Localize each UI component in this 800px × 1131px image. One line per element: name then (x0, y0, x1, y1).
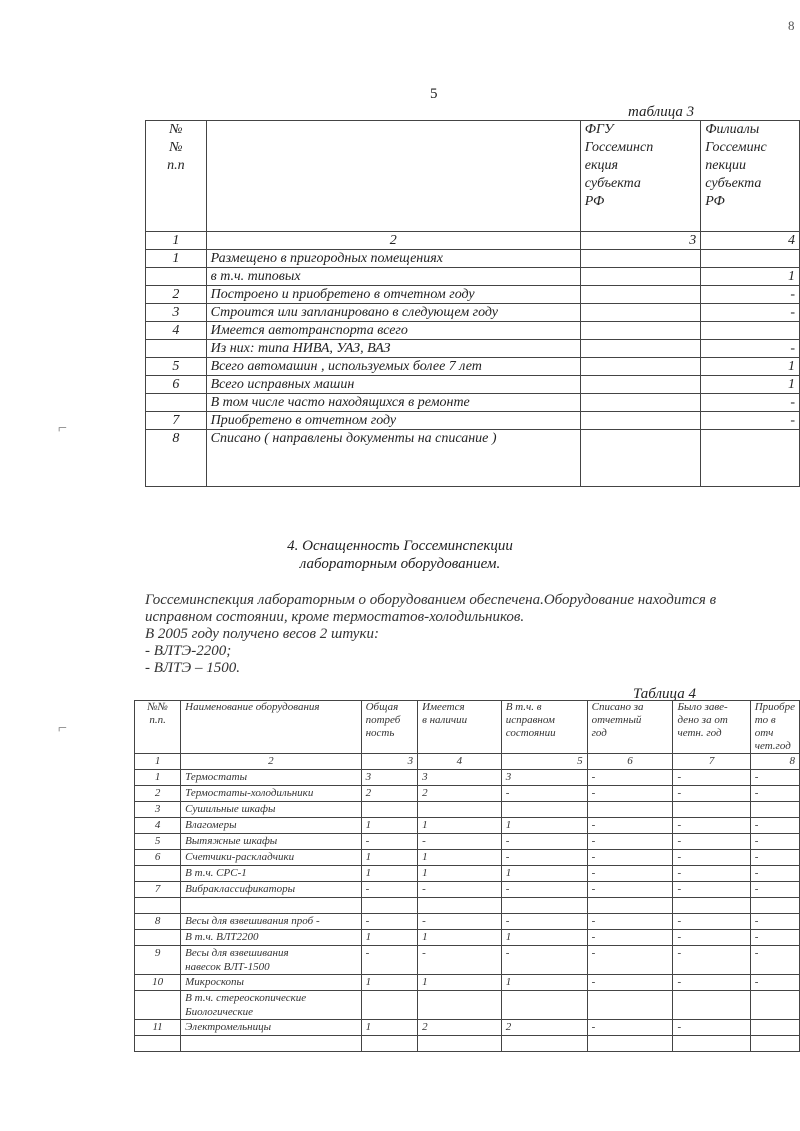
table4-cell: - (587, 914, 673, 930)
table4-cell: 8 (135, 914, 181, 930)
table3-cell (580, 322, 701, 340)
table4-cell: 2 (418, 1020, 502, 1036)
table4-cell (587, 802, 673, 818)
table4-colnum: 4 (418, 754, 502, 770)
table4-cell: - (361, 946, 417, 975)
table3-cell (580, 250, 701, 268)
table4-cell: - (418, 946, 502, 975)
table4-cell: Вытяжные шкафы (181, 834, 361, 850)
table4-cell: В т.ч. ВЛТ2200 (181, 930, 361, 946)
table4-cell: Весы для взвешивания проб - (181, 914, 361, 930)
table3-cell: Строится или запланировано в следующем году (206, 304, 580, 322)
table3-cell (146, 394, 207, 412)
table3-row (146, 322, 800, 340)
table4-cell: - (587, 975, 673, 991)
table4-row (135, 770, 800, 786)
table4-cell (135, 991, 181, 1020)
table4-caption: Таблица 4 (633, 686, 696, 702)
table3-row (146, 286, 800, 304)
table-3 (145, 120, 800, 487)
table4-cell: 2 (501, 1020, 587, 1036)
table4-cell: - (750, 914, 799, 930)
table4-header-cell: №№ п.п. (135, 701, 181, 754)
table3-header-cell: Филиалы Госсеминс пекции субъекта РФ (701, 121, 800, 232)
table4-cell: 7 (135, 882, 181, 898)
table4-cell: 2 (135, 786, 181, 802)
table4-cell: 2 (418, 786, 502, 802)
table4-row (135, 866, 800, 882)
table4-row (135, 786, 800, 802)
table4-cell: - (587, 834, 673, 850)
table4-header-cell: В т.ч. в исправном состоянии (501, 701, 587, 754)
table3-cell (580, 412, 701, 430)
table3-cell (580, 340, 701, 358)
table4-cell (501, 991, 587, 1020)
table3-cell: 7 (146, 412, 207, 430)
table4-cell: 9 (135, 946, 181, 975)
corner-mark: 8 (788, 18, 795, 33)
table4-cell: - (418, 882, 502, 898)
table4-cell: - (587, 1020, 673, 1036)
table4-cell: 1 (418, 975, 502, 991)
table4-cell: Весы для взвешивания навесок ВЛТ-1500 (181, 946, 361, 975)
paragraph-line: В 2005 году получено весов 2 штуки: (145, 626, 379, 642)
table4-cell: Микроскопы (181, 975, 361, 991)
table4-cell: - (587, 866, 673, 882)
table4-row (135, 1020, 800, 1036)
table3-cell: 4 (146, 322, 207, 340)
table3-cell: Размещено в пригородных помещениях (206, 250, 580, 268)
table3-row (146, 394, 800, 412)
table4-cell: - (587, 946, 673, 975)
table3-row (146, 358, 800, 376)
table4-cell: Термостаты-холодильники (181, 786, 361, 802)
table4-cell (418, 898, 502, 914)
table4-cell: - (673, 818, 750, 834)
table4-cell: - (587, 818, 673, 834)
table4-cell: - (673, 930, 750, 946)
table3-colnum: 1 (146, 232, 207, 250)
table3-cell (580, 304, 701, 322)
table4-cell: - (673, 786, 750, 802)
table4-cell: Термостаты (181, 770, 361, 786)
table4-colnum: 7 (673, 754, 750, 770)
table4-cell: - (501, 786, 587, 802)
table4-cell (750, 991, 799, 1020)
scan-mark: ⌐ (58, 720, 68, 737)
table4-cell (587, 898, 673, 914)
table4-cell (673, 898, 750, 914)
table4-cell (418, 991, 502, 1020)
table3-cell (580, 286, 701, 304)
table4-cell (587, 1036, 673, 1052)
table4-row (135, 882, 800, 898)
table3-cell: Приобретено в отчетном году (206, 412, 580, 430)
table4-cell (361, 802, 417, 818)
table4-header-row (135, 701, 800, 754)
table3-row (146, 412, 800, 430)
table4-cell: - (361, 914, 417, 930)
table4-cell: - (673, 1020, 750, 1036)
table4-cell: 1 (361, 930, 417, 946)
table4-cell: 1 (361, 866, 417, 882)
table4-cell: - (501, 946, 587, 975)
table4-cell (501, 898, 587, 914)
table4-cell: Вибраклассификаторы (181, 882, 361, 898)
table4-cell: 5 (135, 834, 181, 850)
table4-cell: 1 (501, 866, 587, 882)
table4-cell: - (750, 946, 799, 975)
table4-row (135, 850, 800, 866)
table4-colnum: 1 (135, 754, 181, 770)
table4-cell (181, 898, 361, 914)
table4-cell: 1 (501, 975, 587, 991)
table4-cell: 1 (501, 930, 587, 946)
table4-cell: 1 (361, 1020, 417, 1036)
table4-colnum: 6 (587, 754, 673, 770)
table4-row (135, 898, 800, 914)
table3-cell (580, 394, 701, 412)
table4-row (135, 802, 800, 818)
table4-cell: 1 (418, 850, 502, 866)
table4-cell: 1 (361, 818, 417, 834)
table3-cell (146, 268, 207, 286)
table4-row (135, 914, 800, 930)
table4-cell: Электромельницы (181, 1020, 361, 1036)
table4-cell: - (673, 834, 750, 850)
table4-row (135, 991, 800, 1020)
table4-cell: - (750, 882, 799, 898)
table4-cell: - (361, 834, 417, 850)
page-number: 5 (430, 86, 438, 102)
paragraph-line: - ВЛТЭ – 1500. (145, 660, 240, 676)
table3-cell: Имеется автотранспорта всего (206, 322, 580, 340)
paragraph-line: Госсеминспекция лабораторным о оборудованием обеспечена.Оборудование находится в (145, 592, 717, 608)
table3-cell: Всего автомашин , используемых более 7 лет (206, 358, 580, 376)
table3-cell (580, 358, 701, 376)
table4-cell: 1 (361, 975, 417, 991)
table3-cell (580, 376, 701, 394)
table4-cell: 11 (135, 1020, 181, 1036)
table4-header-cell: Списано за отчетный год (587, 701, 673, 754)
table4-cell (135, 866, 181, 882)
table4-cell: - (587, 770, 673, 786)
table4-header-cell: Имеется в наличии (418, 701, 502, 754)
table4-cell (135, 898, 181, 914)
table4-cell: - (418, 834, 502, 850)
table3-cell: 1 (701, 358, 800, 376)
table3-header-row (146, 121, 800, 232)
table4-cell (587, 991, 673, 1020)
table4-cell: - (750, 770, 799, 786)
table4-cell: В т.ч. стереоскопические Биологические (181, 991, 361, 1020)
table4-cell: 1 (418, 818, 502, 834)
table4-cell (361, 991, 417, 1020)
table3-row (146, 376, 800, 394)
section-subtitle: лабораторным оборудованием. (299, 556, 501, 572)
table3-cell: Из них: типа НИВА, УАЗ, ВАЗ (206, 340, 580, 358)
table4-cell (135, 930, 181, 946)
table4-cell (501, 1036, 587, 1052)
table4-cell: 3 (418, 770, 502, 786)
table3-header-cell (206, 121, 580, 232)
table3-cell: Списано ( направлены документы на списание ) (206, 430, 580, 487)
table4-cell (750, 1036, 799, 1052)
table4-cell: 3 (361, 770, 417, 786)
table3-cell: 6 (146, 376, 207, 394)
table4-cell: - (587, 850, 673, 866)
table4-cell (750, 1020, 799, 1036)
table4-cell: - (361, 882, 417, 898)
table3-colnum: 2 (206, 232, 580, 250)
table4-cell: - (673, 850, 750, 866)
table4-cell: - (501, 882, 587, 898)
scan-mark: ⌐ (58, 420, 68, 437)
table4-cell: 10 (135, 975, 181, 991)
table3-cell: - (701, 394, 800, 412)
table4-row (135, 946, 800, 975)
table4-cell: - (673, 882, 750, 898)
table3-cell: 2 (146, 286, 207, 304)
table3-caption: таблица 3 (628, 104, 695, 120)
table3-cell (580, 430, 701, 487)
table3-cell: Построено и приобретено в отчетном году (206, 286, 580, 304)
table3-cell (701, 322, 800, 340)
table4-cell: 1 (418, 930, 502, 946)
table4-cell: - (501, 914, 587, 930)
table4-row (135, 818, 800, 834)
table4-cell: - (587, 786, 673, 802)
table4-cell: - (673, 770, 750, 786)
table4-row (135, 930, 800, 946)
table4-header-cell: Наименование оборудования (181, 701, 361, 754)
table4-cell: - (750, 834, 799, 850)
table4-row (135, 834, 800, 850)
table4-cell: - (750, 786, 799, 802)
table3-cell: 5 (146, 358, 207, 376)
table3-cell: - (701, 304, 800, 322)
table4-cell: 3 (135, 802, 181, 818)
table3-cell: - (701, 412, 800, 430)
table4-cell: Влагомеры (181, 818, 361, 834)
table4-cell: - (501, 834, 587, 850)
table4-colnum: 5 (501, 754, 587, 770)
table3-colnum-row (146, 232, 800, 250)
table3-colnum: 3 (580, 232, 701, 250)
table-4 (134, 700, 800, 1052)
table3-cell: 8 (146, 430, 207, 487)
table4-header-cell: Общая потреб ность (361, 701, 417, 754)
table4-cell: - (501, 850, 587, 866)
table3-header-cell: ФГУ Госсеминсп екция субъекта РФ (580, 121, 701, 232)
table4-row (135, 975, 800, 991)
table4-cell: - (673, 866, 750, 882)
paragraph (145, 592, 785, 677)
table3-cell: 3 (146, 304, 207, 322)
table4-cell: 6 (135, 850, 181, 866)
table4-cell (673, 991, 750, 1020)
table4-cell: - (587, 930, 673, 946)
table4-row (135, 1036, 800, 1052)
table4-cell: Счетчики-раскладчики (181, 850, 361, 866)
paragraph-line: - ВЛТЭ-2200; (145, 643, 232, 659)
table4-cell: 1 (501, 818, 587, 834)
table3-row (146, 268, 800, 286)
table4-cell (673, 802, 750, 818)
table4-cell (181, 1036, 361, 1052)
table4-cell: - (750, 975, 799, 991)
table4-cell (361, 1036, 417, 1052)
table4-colnum: 3 (361, 754, 417, 770)
table4-cell: - (673, 914, 750, 930)
table3-cell (701, 250, 800, 268)
table4-colnum: 8 (750, 754, 799, 770)
table4-cell (135, 1036, 181, 1052)
table4-cell: - (750, 930, 799, 946)
table3-cell (701, 430, 800, 487)
table3-cell: в т.ч. типовых (206, 268, 580, 286)
table3-cell: - (701, 340, 800, 358)
table3-row (146, 250, 800, 268)
table3-row (146, 340, 800, 358)
table3-colnum: 4 (701, 232, 800, 250)
table3-row (146, 430, 800, 487)
table3-cell: 1 (701, 268, 800, 286)
table3-header-cell: № № п.п (146, 121, 207, 232)
table3-cell: 1 (701, 376, 800, 394)
table4-cell (750, 802, 799, 818)
table4-cell: 1 (418, 866, 502, 882)
table4-cell: - (418, 914, 502, 930)
table4-cell (673, 1036, 750, 1052)
table4-cell: 4 (135, 818, 181, 834)
table3-cell (580, 268, 701, 286)
table4-cell (750, 898, 799, 914)
table4-cell (418, 802, 502, 818)
table4-cell (361, 898, 417, 914)
table4-colnum-row (135, 754, 800, 770)
table4-cell: 2 (361, 786, 417, 802)
table3-row (146, 304, 800, 322)
table4-cell: 1 (361, 850, 417, 866)
table3-cell: - (701, 286, 800, 304)
table4-colnum: 2 (181, 754, 361, 770)
table4-cell: - (750, 818, 799, 834)
table3-cell: 1 (146, 250, 207, 268)
table4-cell (501, 802, 587, 818)
table3-cell: В том числе часто находящихся в ремонте (206, 394, 580, 412)
section-title: 4. Оснащенность Госсеминспекции (287, 538, 513, 554)
paragraph-line: исправном состоянии, кроме термостатов-холодильников. (145, 609, 525, 625)
table4-cell: В т.ч. СРС-1 (181, 866, 361, 882)
table4-cell: 1 (135, 770, 181, 786)
table3-cell (146, 340, 207, 358)
table4-cell: Сушильные шкафы (181, 802, 361, 818)
table4-cell: 3 (501, 770, 587, 786)
table4-cell: - (750, 850, 799, 866)
table4-header-cell: Приобре то в отч чет.год (750, 701, 799, 754)
table4-cell (418, 1036, 502, 1052)
table4-cell: - (750, 866, 799, 882)
table3-cell: Всего исправных машин (206, 376, 580, 394)
table4-cell: - (673, 946, 750, 975)
table4-cell: - (673, 975, 750, 991)
table4-header-cell: Было заве- дено за от четн. год (673, 701, 750, 754)
table4-cell: - (587, 882, 673, 898)
